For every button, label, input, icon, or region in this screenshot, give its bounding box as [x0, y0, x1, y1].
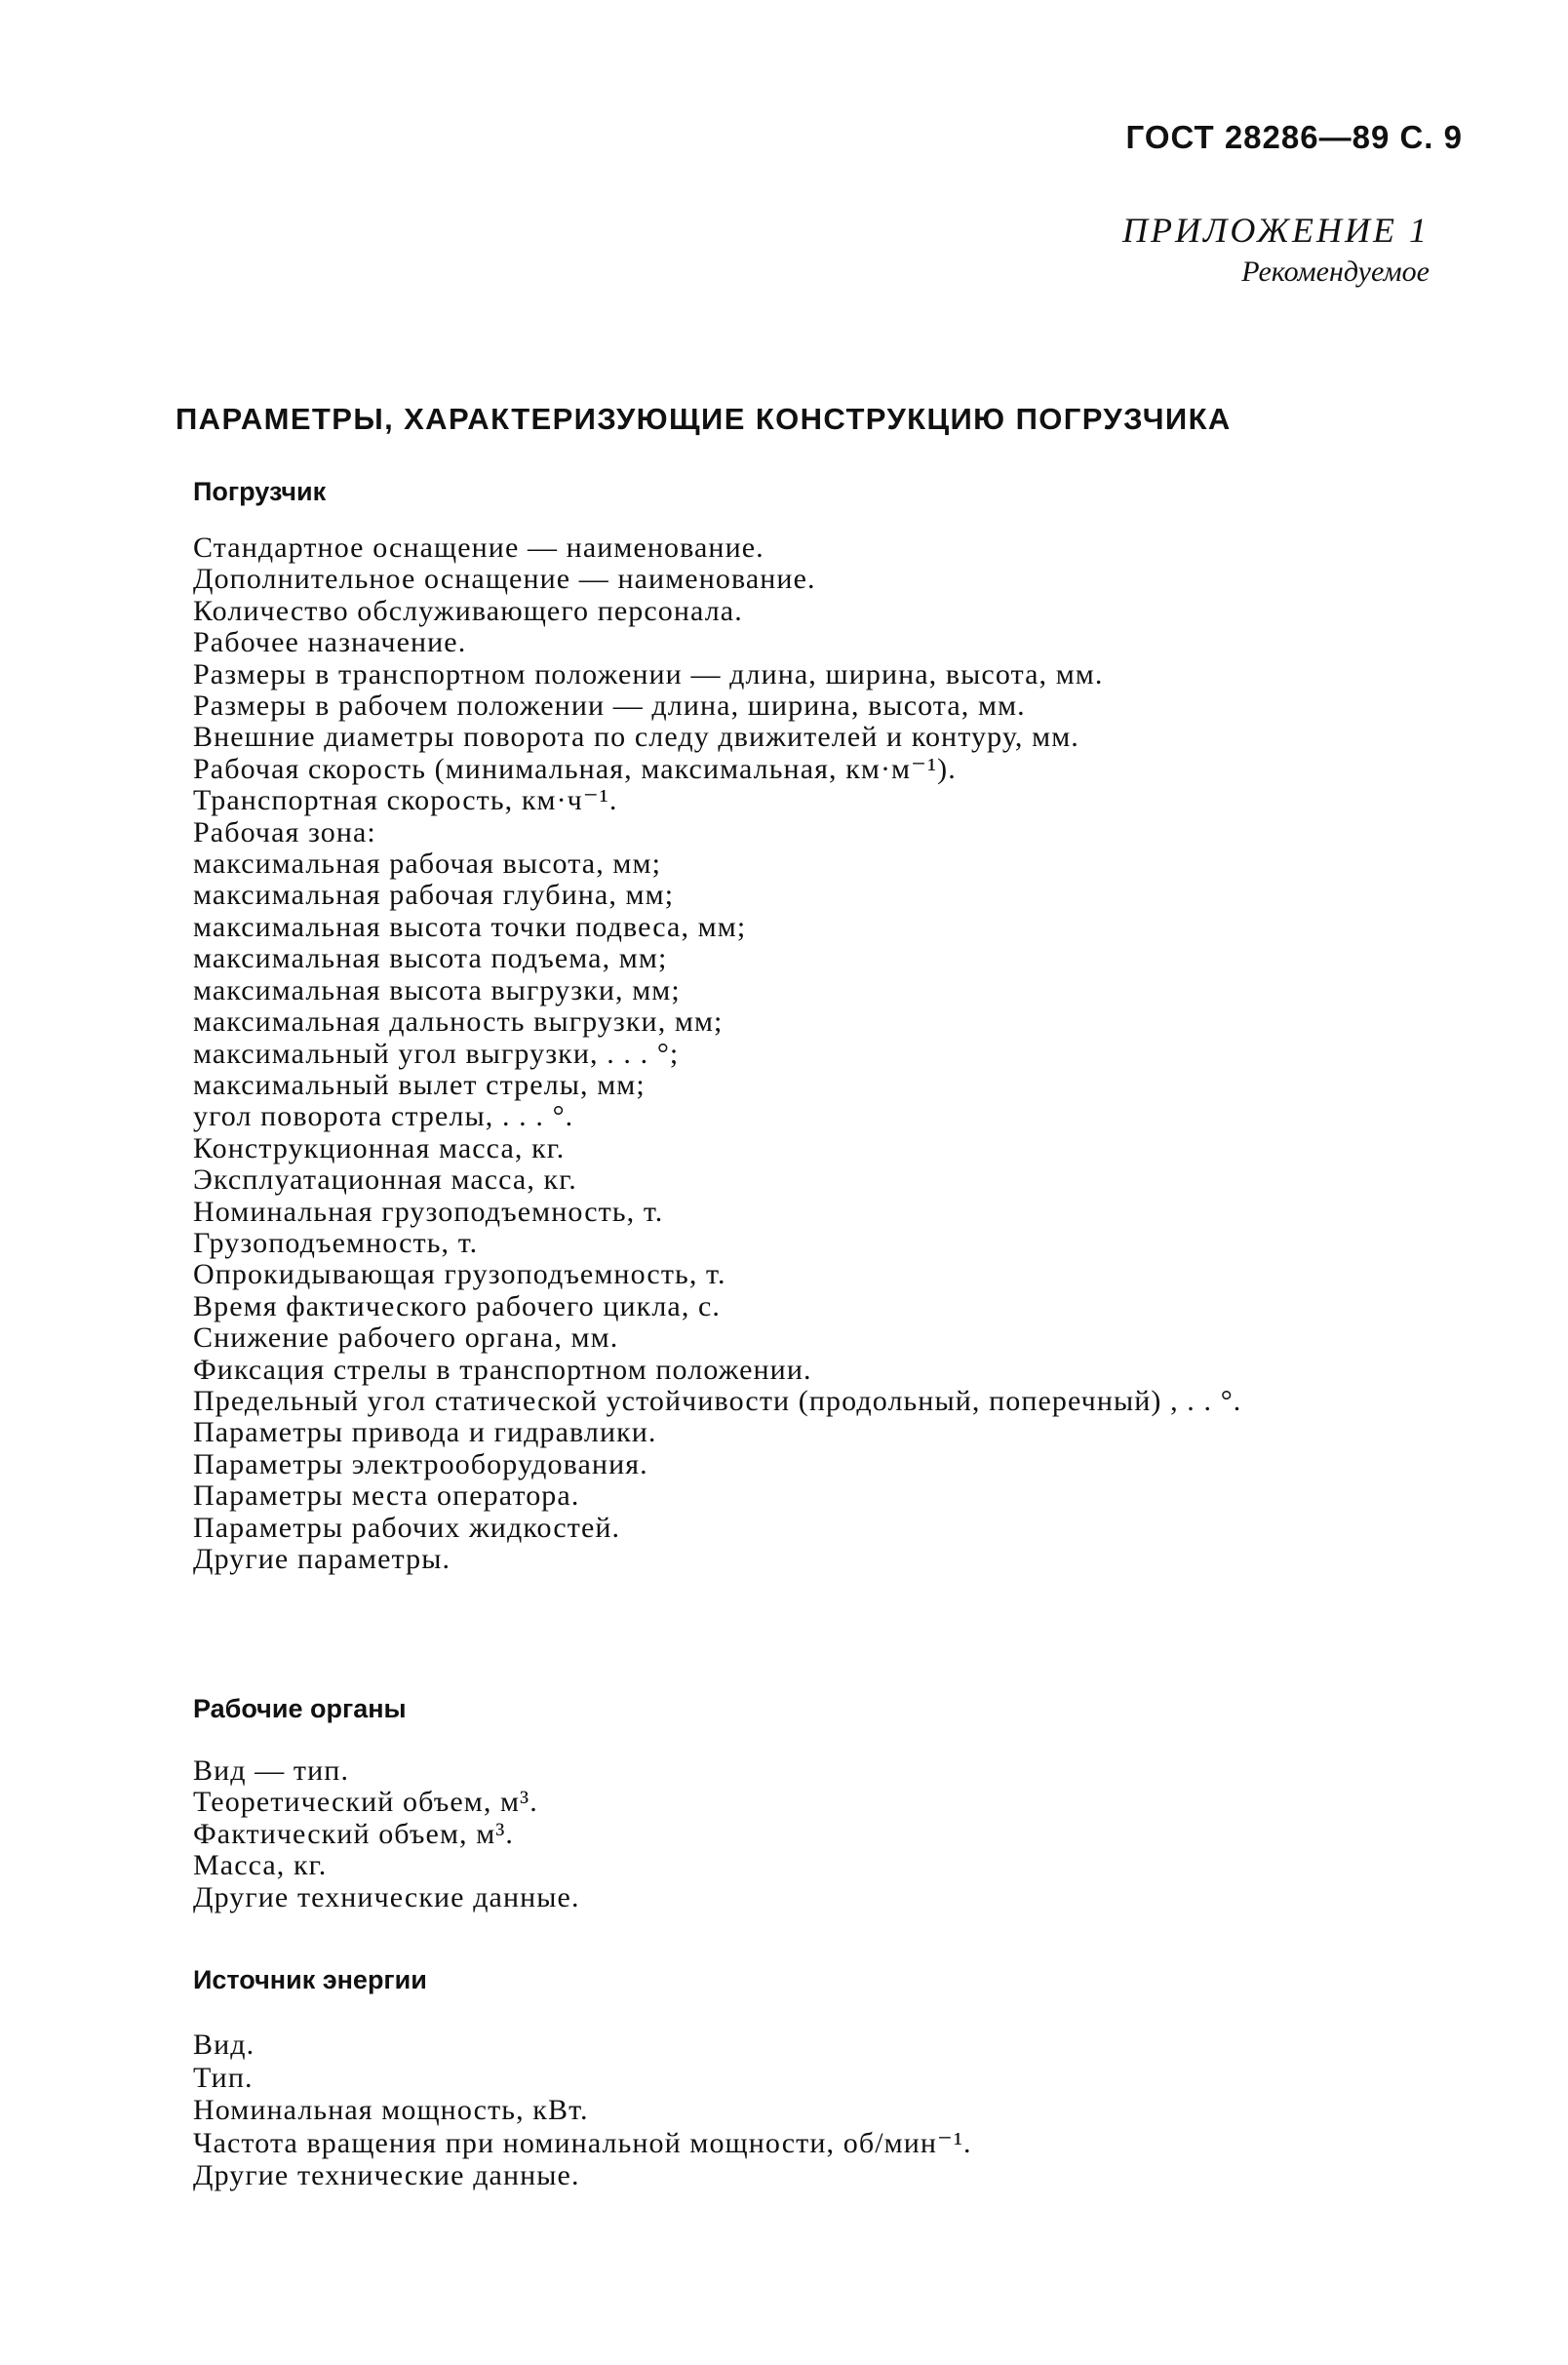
parameter-list: [193, 2029, 1480, 2192]
parameter-item: максимальный вылет стрелы, мм;: [193, 1068, 646, 1101]
parameter-item: максимальная высота подъема, мм;: [193, 942, 668, 975]
parameter-item: Эксплуатационная масса, кг.: [193, 1163, 577, 1197]
parameter-item: Вид.: [193, 2029, 255, 2061]
parameter-item: Транспортная скорость, км·ч⁻¹.: [193, 784, 618, 817]
parameter-item: Рабочая зона:: [193, 815, 376, 848]
parameter-item: Фиксация стрелы в транспортном положении.: [193, 1353, 812, 1386]
parameter-item: Опрокидывающая грузоподъемность, т.: [193, 1258, 726, 1291]
parameter-item: Количество обслуживающего персонала.: [193, 594, 743, 627]
parameter-item: Размеры в рабочем положении — длина, ширина, высота, мм.: [193, 690, 1026, 723]
parameter-item: Другие параметры.: [193, 1543, 451, 1575]
parameter-item: Теоретический объем, м³.: [193, 1786, 538, 1819]
parameter-item: Время фактического рабочего цикла, с.: [193, 1289, 722, 1322]
parameter-item: Внешние диаметры поворота по следу движителей и контуру, мм.: [193, 721, 1079, 754]
parameter-list: [193, 1755, 1480, 1913]
appendix-title: ПРИЛОЖЕНИЕ 1: [1122, 211, 1430, 250]
parameter-item: Параметры рабочих жидкостей.: [193, 1511, 621, 1544]
appendix-block: [975, 209, 1430, 293]
parameter-item: Фактический объем, м³.: [193, 1817, 515, 1850]
parameter-item: Другие технические данные.: [193, 2159, 580, 2191]
section-energy-source: [193, 1960, 1480, 2192]
section-heading: Источник энергии: [193, 1965, 427, 1994]
parameter-item: Конструкционная масса, кг.: [193, 1131, 566, 1164]
parameter-item: Номинальная мощность, кВт.: [193, 2094, 589, 2126]
parameter-item: Параметры места оператора.: [193, 1479, 580, 1513]
parameter-item: Тип.: [193, 2061, 254, 2094]
parameter-item: максимальная рабочая высота, мм;: [193, 847, 662, 881]
parameter-item: Другие технические данные.: [193, 1880, 580, 1913]
section-working-bodies: [193, 1689, 1480, 1913]
parameter-item: Рабочая скорость (минимальная, максимальная, км·м⁻¹).: [193, 752, 957, 785]
section-heading: Погрузчик: [193, 477, 327, 506]
section-loader: [193, 472, 1480, 1575]
parameter-item: максимальная дальность выгрузки, мм;: [193, 1005, 724, 1039]
parameter-item: Размеры в транспортном положении — длина, ширина, высота, мм.: [193, 657, 1104, 690]
parameter-list: [193, 532, 1480, 1575]
document-title: ПАРАМЕТРЫ, ХАРАКТЕРИЗУЮЩИЕ КОНСТРУКЦИЮ ПОГРУЗЧИКА: [176, 402, 1232, 436]
parameter-item: максимальная высота точки подвеса, мм;: [193, 910, 747, 943]
parameter-item: Снижение рабочего органа, мм.: [193, 1321, 619, 1355]
parameter-item: Параметры электрооборудования.: [193, 1447, 648, 1480]
parameter-item: Вид — тип.: [193, 1754, 350, 1787]
parameter-item: угол поворота стрелы, . . . °.: [193, 1100, 574, 1133]
section-heading: Рабочие органы: [193, 1694, 407, 1723]
parameter-item: Параметры привода и гидравлики.: [193, 1416, 657, 1449]
parameter-item: Дополнительное оснащение — наименование.: [193, 563, 816, 596]
parameter-item: Частота вращения при номинальной мощности, об/мин⁻¹.: [193, 2126, 972, 2159]
parameter-item: максимальный угол выгрузки, . . . °;: [193, 1037, 680, 1070]
parameter-item: максимальная высота выгрузки, мм;: [193, 973, 681, 1006]
parameter-item: Грузоподъемность, т.: [193, 1226, 479, 1259]
parameter-item: Номинальная грузоподъемность, т.: [193, 1195, 664, 1228]
appendix-subtitle: Рекомендуемое: [1241, 256, 1430, 288]
parameter-item: Предельный угол статической устойчивости (продольный, поперечный) , . . °.: [193, 1384, 1242, 1417]
parameter-item: максимальная рабочая глубина, мм;: [193, 879, 675, 912]
parameter-item: Стандартное оснащение — наименование.: [193, 532, 764, 564]
parameter-item: Масса, кг.: [193, 1849, 328, 1882]
parameter-item: Рабочее назначение.: [193, 626, 467, 659]
page-header-doc-ref: ГОСТ 28286—89 С. 9: [1125, 119, 1463, 155]
